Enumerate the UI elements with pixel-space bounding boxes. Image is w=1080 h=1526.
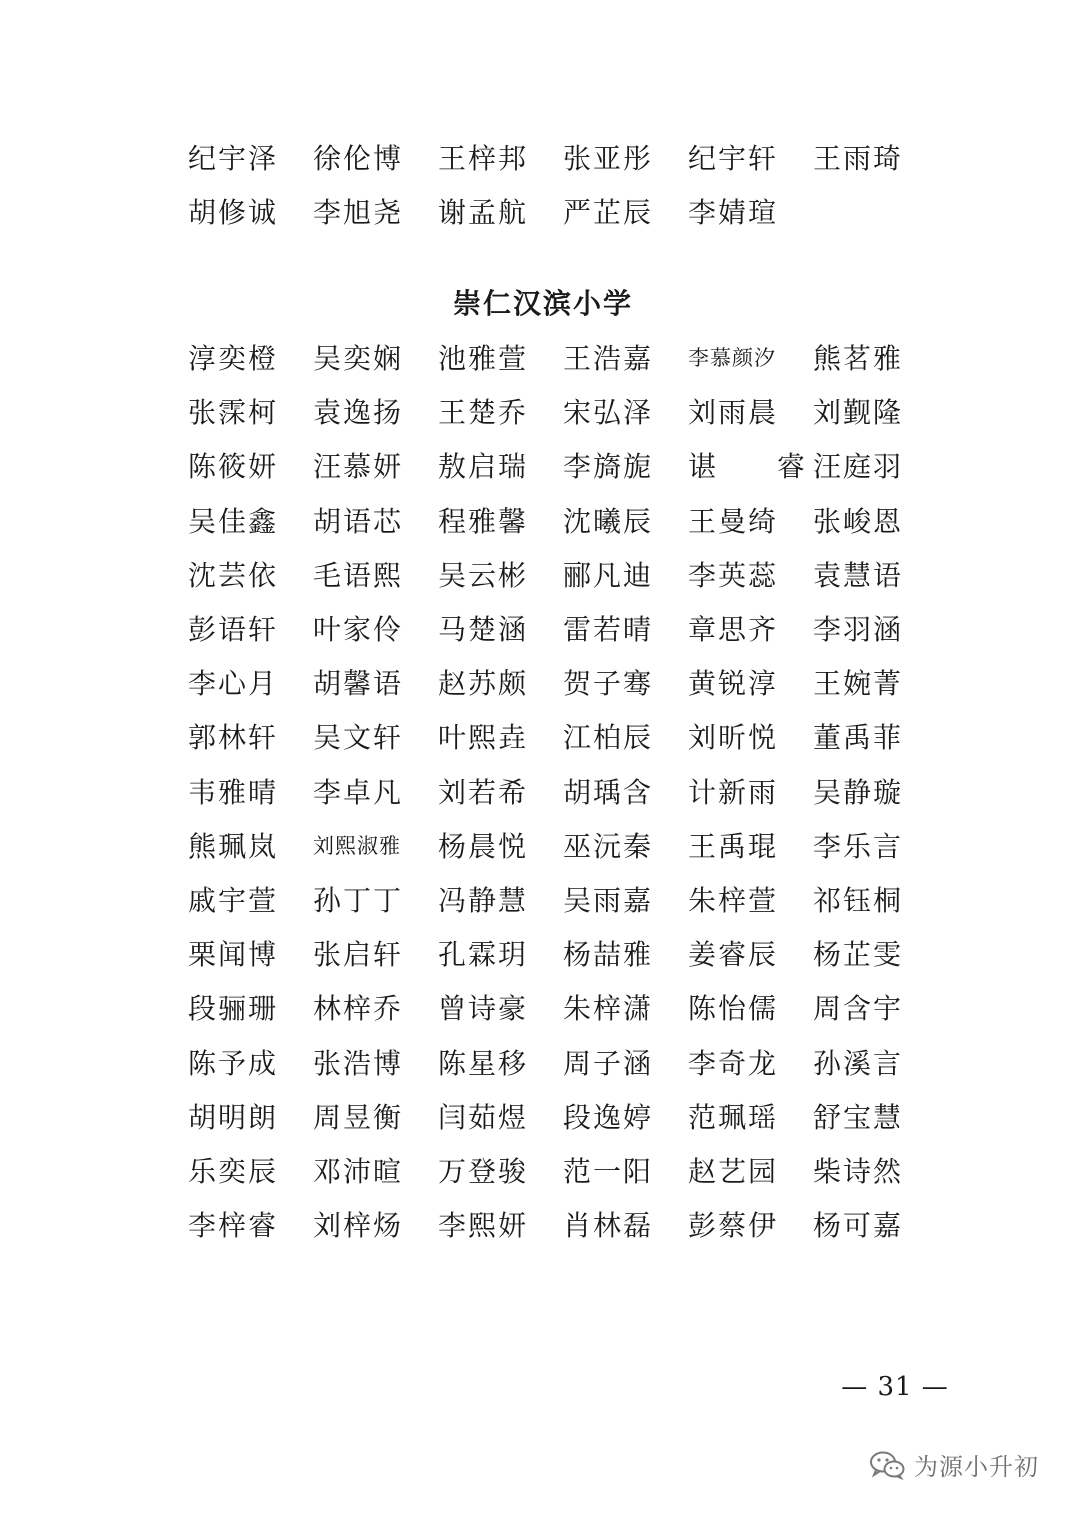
student-name: 王浩嘉 xyxy=(563,342,654,376)
student-name: 杨可嘉 xyxy=(813,1209,904,1243)
school-heading: 崇仁汉滨小学 xyxy=(452,287,633,320)
student-name: 汪慕妍 xyxy=(313,450,404,484)
student-name: 王梓邦 xyxy=(438,142,529,176)
student-name: 江柏辰 xyxy=(563,721,654,755)
student-name: 刘觐隆 xyxy=(813,396,904,430)
student-name: 谌 睿 xyxy=(688,450,831,484)
student-name: 李熙妍 xyxy=(438,1209,529,1243)
student-name: 万登骏 xyxy=(438,1154,529,1188)
student-name: 徐伦博 xyxy=(313,142,404,176)
student-name: 杨喆雅 xyxy=(563,938,654,972)
student-name: 刘若希 xyxy=(438,775,529,809)
student-name: 吴文轩 xyxy=(313,721,404,755)
student-name: 林梓乔 xyxy=(313,992,404,1026)
student-name: 孙溪言 xyxy=(813,1046,904,1080)
student-name: 柴诗然 xyxy=(813,1154,904,1188)
student-name: 叶家伶 xyxy=(313,613,404,647)
student-name: 闫茹煜 xyxy=(438,1100,529,1134)
name-row xyxy=(188,330,948,384)
student-name: 董禹菲 xyxy=(813,721,904,755)
student-name: 周含宇 xyxy=(813,992,904,1026)
name-row xyxy=(188,655,948,709)
student-name: 郭林轩 xyxy=(188,721,279,755)
student-name: 刘熙淑雅 xyxy=(313,833,401,858)
student-name: 戚宇萱 xyxy=(188,883,279,917)
name-row xyxy=(188,709,948,763)
student-name: 朱梓萱 xyxy=(688,883,779,917)
student-name: 袁慧语 xyxy=(813,558,904,592)
student-name: 孔霖玥 xyxy=(438,938,529,972)
student-name: 李奇龙 xyxy=(688,1046,779,1080)
student-name: 杨晨悦 xyxy=(438,829,529,863)
student-name: 袁逸扬 xyxy=(313,396,404,430)
student-name: 计新雨 xyxy=(688,775,779,809)
student-name: 吴佳鑫 xyxy=(188,504,279,538)
name-row xyxy=(188,438,948,492)
student-name: 段逸婷 xyxy=(563,1100,654,1134)
student-name: 马楚涵 xyxy=(438,613,529,647)
student-name: 李乐言 xyxy=(813,829,904,863)
student-name: 彭蔡伊 xyxy=(688,1209,779,1243)
student-name: 程雅馨 xyxy=(438,504,529,538)
student-name: 李慕颜汐 xyxy=(688,346,776,371)
student-name: 杨芷雯 xyxy=(813,938,904,972)
name-row xyxy=(188,601,948,655)
name-row xyxy=(188,764,948,818)
name-row xyxy=(188,980,948,1034)
student-name: 刘昕悦 xyxy=(688,721,779,755)
student-name: 王婉菁 xyxy=(813,667,904,701)
student-name: 纪宇泽 xyxy=(188,142,279,176)
student-name: 张霂柯 xyxy=(188,396,279,430)
name-row xyxy=(188,1143,948,1197)
name-row xyxy=(188,818,948,872)
student-name: 冯静慧 xyxy=(438,883,529,917)
student-name: 张启轩 xyxy=(313,938,404,972)
name-row xyxy=(188,926,948,980)
student-name: 熊茗雅 xyxy=(813,342,904,376)
student-name: 池雅萱 xyxy=(438,342,529,376)
name-row xyxy=(188,184,948,238)
student-name: 纪宇轩 xyxy=(688,142,779,176)
name-list-school xyxy=(188,330,948,1251)
student-name: 李英蕊 xyxy=(688,558,779,592)
student-name: 姜睿辰 xyxy=(688,938,779,972)
page-number: — 31 — xyxy=(841,1372,949,1402)
student-name: 舒宝慧 xyxy=(813,1100,904,1134)
student-name: 汪庭羽 xyxy=(813,450,904,484)
student-name: 吴静璇 xyxy=(813,775,904,809)
student-name: 沈芸依 xyxy=(188,558,279,592)
student-name: 胡明朗 xyxy=(188,1100,279,1134)
student-name: 胡语芯 xyxy=(313,504,404,538)
name-row xyxy=(188,1034,948,1088)
name-row xyxy=(188,1197,948,1251)
student-name: 段骊珊 xyxy=(188,992,279,1026)
student-name: 刘梓炀 xyxy=(313,1209,404,1243)
student-name: 李梓睿 xyxy=(188,1209,279,1243)
student-name: 王禹琨 xyxy=(688,829,779,863)
student-name: 周昱衡 xyxy=(313,1100,404,1134)
student-name: 乐奕辰 xyxy=(188,1154,279,1188)
student-name: 淳奕橙 xyxy=(188,342,279,376)
student-name: 宋弘泽 xyxy=(563,396,654,430)
student-name: 胡瑀含 xyxy=(563,775,654,809)
student-name: 周子涵 xyxy=(563,1046,654,1080)
student-name: 章思齐 xyxy=(688,613,779,647)
name-row xyxy=(188,1089,948,1143)
student-name: 谢孟航 xyxy=(438,196,529,230)
name-row xyxy=(188,384,948,438)
student-name: 刘雨晨 xyxy=(688,396,779,430)
student-name: 贺子骞 xyxy=(563,667,654,701)
student-name: 张浩博 xyxy=(313,1046,404,1080)
student-name: 雷若晴 xyxy=(563,613,654,647)
student-name: 吴奕娴 xyxy=(313,342,404,376)
student-name: 王楚乔 xyxy=(438,396,529,430)
student-name: 李旖旎 xyxy=(563,450,654,484)
student-name: 沈曦辰 xyxy=(563,504,654,538)
student-name: 赵艺园 xyxy=(688,1154,779,1188)
student-name: 曾诗豪 xyxy=(438,992,529,1026)
student-name: 朱梓潇 xyxy=(563,992,654,1026)
student-name: 张峻恩 xyxy=(813,504,904,538)
student-name: 毛语熙 xyxy=(313,558,404,592)
student-name: 李羽涵 xyxy=(813,613,904,647)
student-name: 韦雅晴 xyxy=(188,775,279,809)
student-name: 祁钰桐 xyxy=(813,883,904,917)
name-list-top xyxy=(188,130,948,238)
student-name: 肖林磊 xyxy=(563,1209,654,1243)
student-name: 陈予成 xyxy=(188,1046,279,1080)
student-name: 严芷辰 xyxy=(563,196,654,230)
student-name: 巫沅秦 xyxy=(563,829,654,863)
student-name: 李心月 xyxy=(188,667,279,701)
student-name: 孙丁丁 xyxy=(313,883,404,917)
student-name: 吴雨嘉 xyxy=(563,883,654,917)
student-name: 赵苏颇 xyxy=(438,667,529,701)
student-name: 彭语轩 xyxy=(188,613,279,647)
student-name: 陈怡儒 xyxy=(688,992,779,1026)
student-name: 敖启瑞 xyxy=(438,450,529,484)
student-name: 范一阳 xyxy=(563,1154,654,1188)
student-name: 王雨琦 xyxy=(813,142,904,176)
name-row xyxy=(188,547,948,601)
student-name: 陈筱妍 xyxy=(188,450,279,484)
student-name: 张亚彤 xyxy=(563,142,654,176)
wechat-icon xyxy=(868,1450,906,1480)
student-name: 胡修诚 xyxy=(188,196,279,230)
student-name: 王曼绮 xyxy=(688,504,779,538)
student-name: 叶熙垚 xyxy=(438,721,529,755)
student-name: 李旭尧 xyxy=(313,196,404,230)
student-name: 范珮瑶 xyxy=(688,1100,779,1134)
student-name: 吴云彬 xyxy=(438,558,529,592)
watermark-text: 为源小升初 xyxy=(914,1453,1039,1481)
student-name: 黄锐淳 xyxy=(688,667,779,701)
student-name: 胡馨语 xyxy=(313,667,404,701)
student-name: 邓沛暄 xyxy=(313,1154,404,1188)
student-name: 栗闻博 xyxy=(188,938,279,972)
name-row xyxy=(188,493,948,547)
student-name: 熊珮岚 xyxy=(188,829,279,863)
student-name: 郦凡迪 xyxy=(563,558,654,592)
name-row xyxy=(188,872,948,926)
watermark xyxy=(868,1447,1039,1482)
student-name: 李婧瑄 xyxy=(688,196,779,230)
name-row xyxy=(188,130,948,184)
student-name: 李卓凡 xyxy=(313,775,404,809)
student-name: 陈星移 xyxy=(438,1046,529,1080)
